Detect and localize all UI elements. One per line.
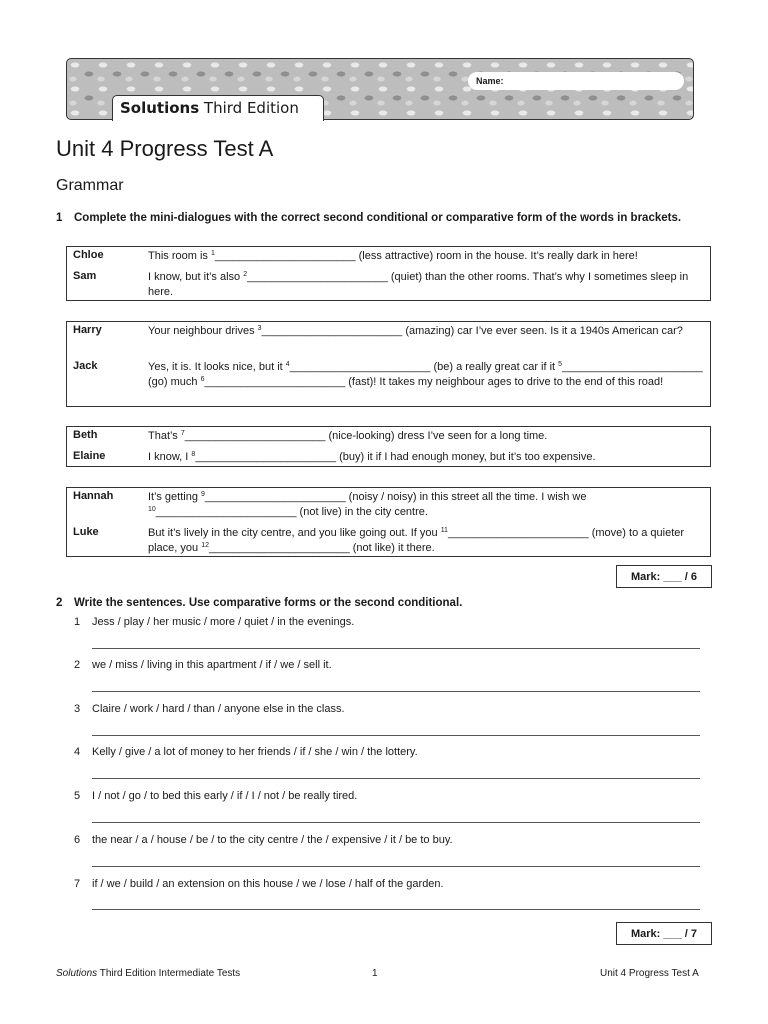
speech-text: Yes, it is. It looks nice, but it $^4$_______________________ (be) a really great car if it $^5$_______________________ (go) much $^6$_______________________ (fast)! It takes my neighbour ages to drive to the end of this road! — [148, 361, 703, 388]
answer-line-3[interactable] — [92, 735, 700, 736]
mark-box-exercise-2: Mark: ___ / 7 — [616, 922, 712, 945]
speech-text: Your neighbour drives $^3$_______________________ (amazing) car I’ve ever seen. Is it a 1940s American car? — [148, 325, 683, 337]
dialogue-box-3 — [66, 426, 711, 467]
page-title: Unit 4 Progress Test A — [56, 136, 274, 161]
speech-text: I know, but it’s also $^2$_______________________ (quiet) than the other rooms. That’s why I sometimes sleep in here. — [148, 271, 689, 298]
section-heading: Grammar — [56, 177, 124, 194]
speaker-name: Harry — [73, 324, 102, 336]
answer-line-1[interactable] — [92, 648, 700, 649]
logo-bold: Solutions — [120, 99, 200, 117]
logo-rest: Third Edition — [199, 99, 299, 117]
instruction-text: Complete the mini-dialogues with the correct second conditional or comparative form of the words in brackets. — [74, 212, 682, 224]
name-field[interactable] — [468, 72, 684, 90]
page-number: 1 — [372, 968, 378, 979]
dialogue-box-2 — [66, 321, 711, 407]
speaker-name: Sam — [73, 270, 97, 282]
answer-line-6[interactable] — [92, 866, 700, 867]
exercise-number: 1 — [56, 212, 63, 224]
speaker-name: Hannah — [73, 490, 114, 502]
answer-line-2[interactable] — [92, 691, 700, 692]
speech-text: This room is $^1$_______________________ (less attractive) room in the house. It’s really dark in here! — [148, 250, 638, 262]
answer-line-4[interactable] — [92, 778, 700, 779]
speech-text: I know, I $^8$_______________________ (buy) it if I had enough money, but it’s too expensive. — [148, 451, 596, 463]
answer-line-7[interactable] — [92, 909, 700, 910]
speaker-name: Luke — [73, 526, 99, 538]
mark-box-exercise-1: Mark: ___ / 6 — [616, 565, 712, 588]
speaker-name: Elaine — [73, 450, 106, 462]
name-label: Name: — [476, 76, 504, 86]
dialogue-box-1 — [66, 246, 711, 301]
speaker-name: Beth — [73, 429, 98, 441]
instruction-text: Write the sentences. Use comparative forms or the second conditional. — [74, 597, 463, 609]
speaker-name: Chloe — [73, 249, 104, 261]
speech-text: It’s getting $^9$_______________________ (noisy / noisy) in this street all the time. I wish we $^{10}$_______________________ (not live) in the city centre. — [148, 491, 587, 518]
speaker-name: Jack — [73, 360, 98, 372]
exercise-number: 2 — [56, 597, 63, 609]
speech-text: But it’s lively in the city centre, and you like going out. If you $^{11}$_______________________ (move) to a quieter place, you $^{12}$_______________________ (not like) it there. — [148, 527, 685, 554]
logo — [112, 95, 324, 121]
answer-line-5[interactable] — [92, 822, 700, 823]
dialogue-box-4 — [66, 487, 711, 557]
footer-left: Solutions Third Edition Intermediate Tests — [56, 968, 241, 979]
footer-right: Unit 4 Progress Test A — [600, 968, 699, 979]
speech-text: That’s $^7$_______________________ (nice-looking) dress I’ve seen for a long time. — [148, 430, 548, 442]
